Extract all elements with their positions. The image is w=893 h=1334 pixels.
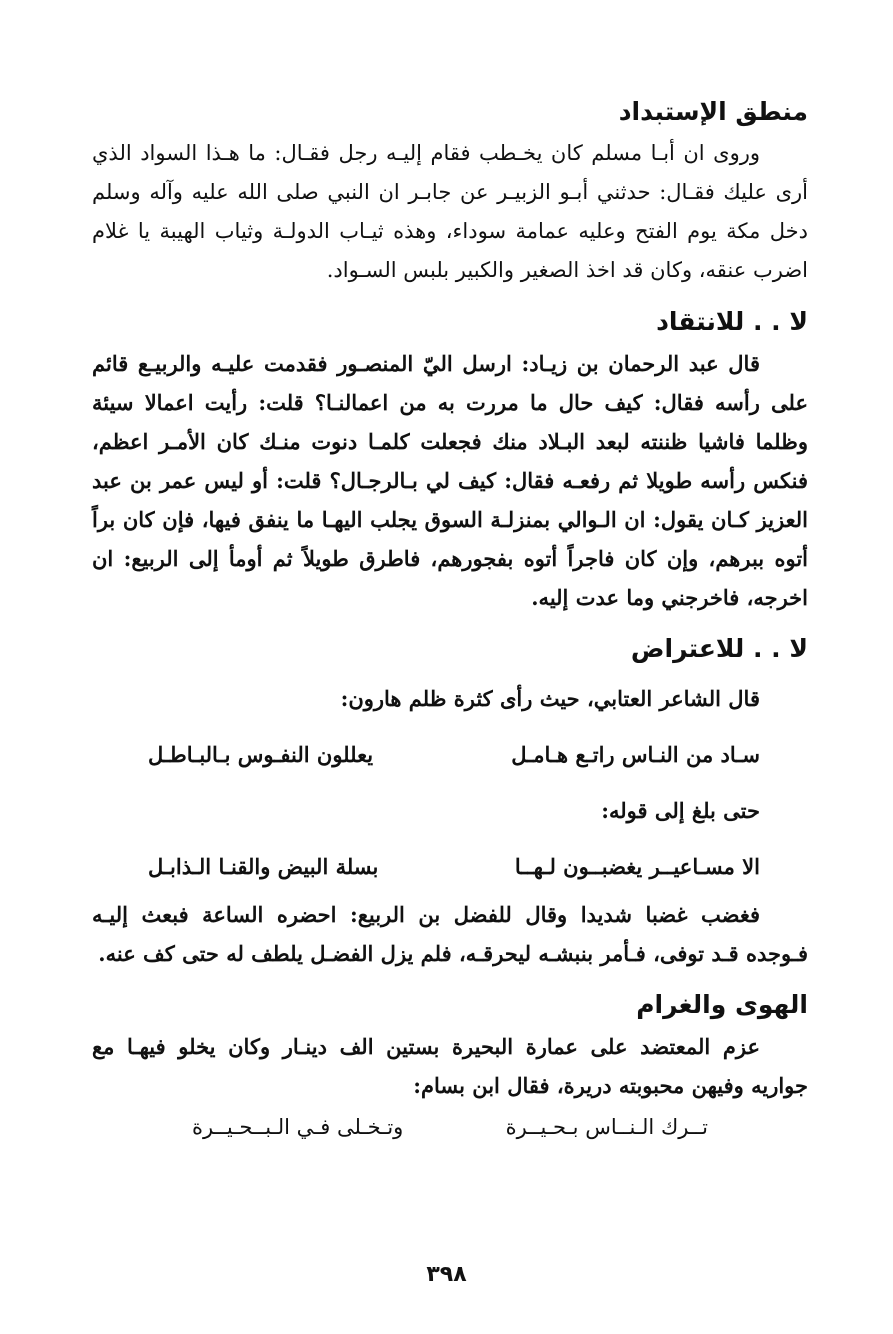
section-paragraph: فغضب غضبا شديدا وقال للفضل بن الربيع: احضره الساعة فبعث إليـه فـوجده قـد توفى، فـأمر بنبشـه ليحرقـه، فلم يزل الفضـل يلطف له حتى كف عنه.: [92, 902, 808, 966]
section-heading: لا . . للاعتراض: [630, 634, 808, 663]
poem-verse: [192, 1105, 708, 1149]
page-number: ٣٩٨: [426, 1262, 467, 1287]
verse-hemistich-second: وتـخـلى فـي الـبــحـيــرة: [192, 1115, 404, 1139]
section-no-objection: [92, 629, 808, 973]
section-paragraph: وروى ان أبـا مسلم كان يخـطب فقام إليـه رجل فقـال: ما هـذا السواد الذي أرى عليك فقـال: حدثني أبـو الزبيـر عن جابـر ان النبي صلى الله عليه وآله وسلم دخل مكة يوم الفتح وعليه عمامة سوداء، وهذه ثيـاب الدولـة وثياب الهيبة يا غلام اضرب عنقه، وكان قد اخذ الصغير والكبير بلبس السـواد.: [92, 141, 808, 282]
section-despotism: [92, 92, 808, 290]
poem-intro: قال الشاعر العتابي، حيث رأى كثرة ظلم هارون:: [340, 686, 760, 711]
section-heading: منطق الإستبداد: [618, 97, 808, 126]
verse-hemistich-first: الا مسـاعيــر يغضبــون لـهــا: [514, 854, 760, 879]
verse-hemistich-first: سـاد من النـاس راتـع هـامـل: [511, 742, 760, 767]
verse-hemistich-second: يعللون النفـوس بـالبـاطـل: [148, 742, 374, 767]
verse-hemistich-first: تــرك الـنــاس بـحـيــرة: [505, 1115, 708, 1139]
section-no-criticism: [92, 302, 808, 617]
book-page: [92, 92, 808, 1161]
poem-continuation: حتى بلغ إلى قوله:: [601, 798, 760, 823]
section-paragraph: عزم المعتضد على عمارة البحيرة بستين الف دينـار وكان يخلو فيهـا مع جواريه وفيهن محبوبته دريرة، فقال ابن بسام:: [92, 1034, 808, 1098]
verse-hemistich-second: بسلة البيض والقنـا الـذابـل: [148, 854, 379, 879]
section-passion: [92, 985, 808, 1149]
section-heading: لا . . للانتقاد: [656, 307, 808, 336]
section-heading: الهوى والغرام: [636, 990, 808, 1019]
section-paragraph: قال عبد الرحمان بن زيـاد: ارسل اليّ المنصـور فقدمت عليـه والربيـع قائم على رأسه فقال: كيف حال ما مررت به من اعمالنـا؟ قلت: رأيت اعمالا سيئة وظلما فاشيا ظننته لبعد البـلاد منك فجعلت كلمـا دنوت منـك كان الأمـر اعظم، فنكس رأسه طويلا ثم رفعـه فقال: كيف لي بـالرجـال؟ قلت: أو ليس عمر بن عبد العزيز كـان يقول: ان الـوالي بمنزلـة السوق يجلب اليهـا ما ينفق فيها، فإن كان براً أتوه ببرهم، وإن كان فاجراً أتوه بفجورهم، فاطرق طويلاً ثم أومأ إلى الربيع: ان اخرجه، فاخرجني وما عدت إليه.: [92, 351, 808, 610]
poem-verse: [148, 727, 760, 783]
poem-verse: [148, 839, 760, 895]
